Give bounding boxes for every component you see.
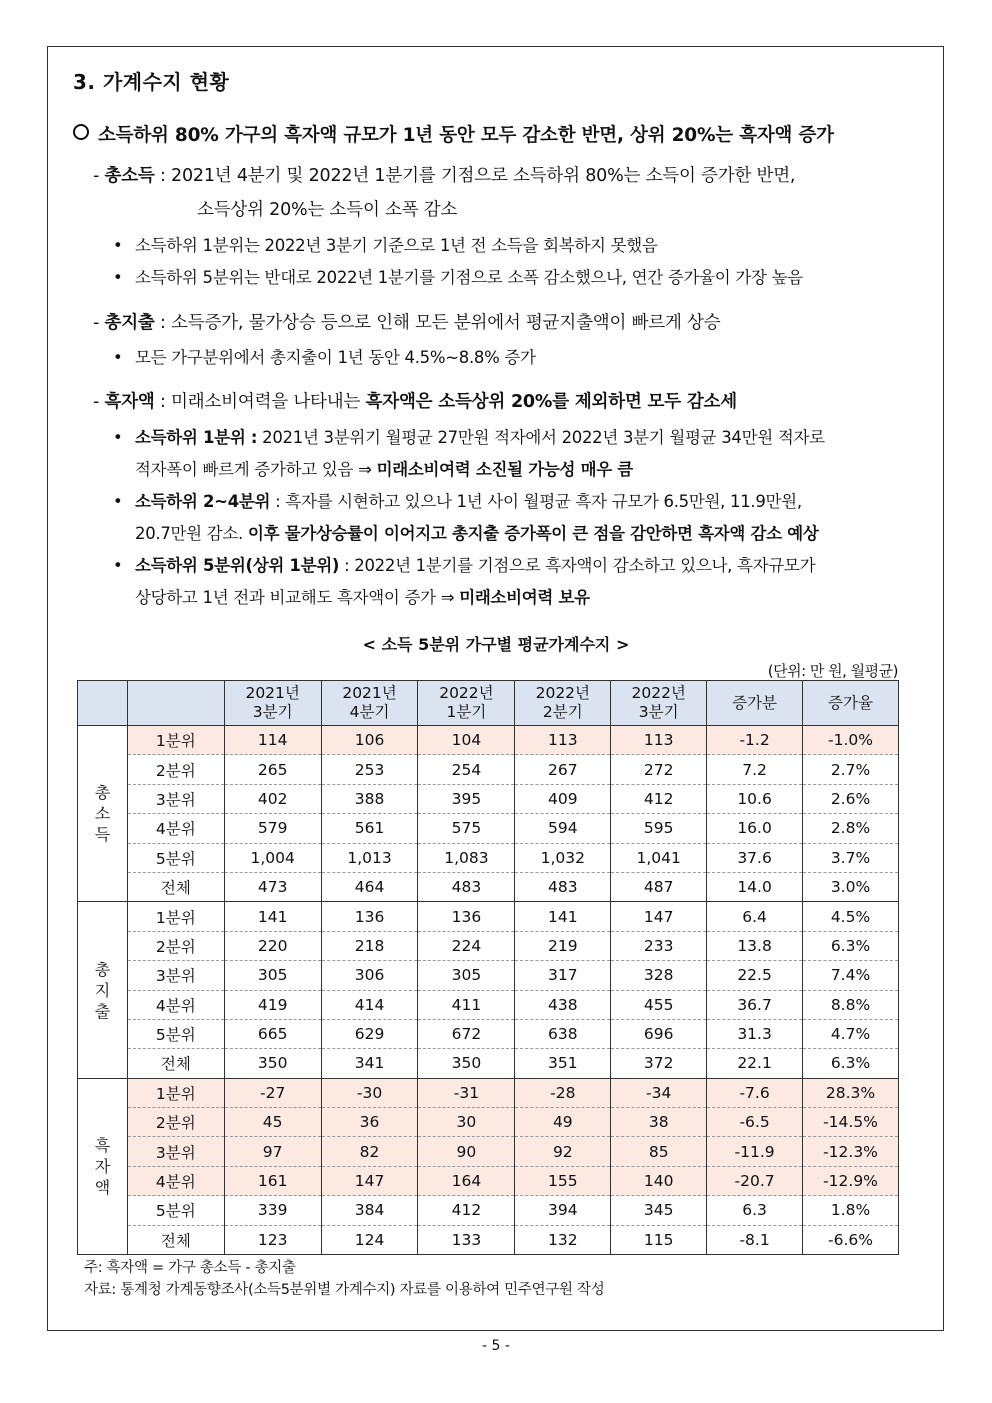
table-cell: 136: [418, 902, 515, 931]
table-cell: 595: [611, 814, 707, 843]
table-cell: 341: [321, 1049, 418, 1078]
table-cell: 487: [611, 872, 707, 901]
table-cell: 123: [224, 1225, 321, 1254]
table-cell: 22.1: [707, 1049, 803, 1078]
table-cell: 414: [321, 990, 418, 1019]
surplus-bullet-1-cont: [135, 456, 633, 480]
table-cell: 665: [224, 1019, 321, 1048]
table-cell: 305: [224, 961, 321, 990]
column-header-line1: 2022년: [439, 684, 494, 702]
column-header-line1: 증가분: [732, 693, 778, 712]
table-cell: 305: [418, 961, 515, 990]
income-text: 2021년 4분기 및 2022년 1분기를 기점으로 소득하위 80%는 소득이 증가한 반면,: [171, 166, 796, 186]
dash: -: [93, 313, 100, 333]
column-header-line1: 2021년: [245, 684, 300, 702]
bullet-text: 상당하고 1년 전과 비교해도 흑자액이 증가 ⇒: [135, 588, 460, 607]
quintile-label: 전체: [127, 1225, 224, 1254]
table-cell: 575: [418, 814, 515, 843]
table-cell: 106: [321, 726, 418, 755]
quintile-label: 3분위: [127, 1137, 224, 1166]
summary-line: [73, 121, 834, 147]
column-header-line2: 1분기: [446, 703, 487, 721]
table-cell: 220: [224, 931, 321, 960]
quintile-label: 3분위: [127, 784, 224, 813]
table-row: [78, 872, 899, 901]
column-header-line1: 2022년: [535, 684, 591, 702]
table-cell: -11.9: [707, 1137, 803, 1166]
column-header: [515, 681, 611, 726]
bullet-text: : 2022년 1분기를 기점으로 흑자액이 감소하고 있으나, 흑자규모가: [339, 556, 816, 575]
table-cell: 438: [515, 990, 611, 1019]
table-cell: 402: [224, 784, 321, 813]
table-row: [78, 1108, 899, 1137]
table-cell: 339: [224, 1196, 321, 1225]
table-cell: 14.0: [707, 872, 803, 901]
table-cell: 97: [224, 1137, 321, 1166]
surplus-label: 흑자액: [104, 392, 155, 412]
table-cell: 1,041: [611, 843, 707, 872]
table-cell: 219: [515, 931, 611, 960]
group-label: [78, 902, 128, 1078]
table-cell: 13.8: [707, 931, 803, 960]
quintile-label: 1분위: [127, 1078, 224, 1107]
group-label-char: 소: [94, 804, 111, 824]
table-cell: 7.4%: [803, 961, 899, 990]
table-cell: 254: [418, 755, 515, 784]
table-cell: 224: [418, 931, 515, 960]
table-cell: 28.3%: [803, 1078, 899, 1107]
bullet-text: 소득하위 1분위는 2022년 3분기 기준으로 1년 전 소득을 회복하지 못했음: [135, 236, 658, 255]
table-cell: 265: [224, 755, 321, 784]
table-cell: -12.9%: [803, 1166, 899, 1195]
table-cell: 473: [224, 872, 321, 901]
table-cell: 36: [321, 1108, 418, 1137]
table-cell: 124: [321, 1225, 418, 1254]
table-row: [78, 1166, 899, 1195]
quintile-label: 1분위: [127, 902, 224, 931]
table-row: [78, 931, 899, 960]
surplus-bullet-2: [113, 488, 802, 512]
expense-bullet-1: [113, 344, 536, 368]
column-header: [803, 681, 899, 726]
table-cell: 31.3: [707, 1019, 803, 1048]
bullet-label: 소득하위 5분위(상위 1분위): [135, 556, 340, 575]
bullet-label: 소득하위 1분위 :: [135, 428, 258, 447]
table-cell: 629: [321, 1019, 418, 1048]
table-cell: 6.3: [707, 1196, 803, 1225]
table-cell: 412: [611, 784, 707, 813]
bullet-icon: •: [113, 268, 123, 287]
table-row: [78, 726, 899, 755]
table-cell: 4.7%: [803, 1019, 899, 1048]
table-title: < 소득 5분위 가구별 평균가계수지 >: [362, 635, 630, 654]
table-cell: 132: [515, 1225, 611, 1254]
surplus-paragraph: [93, 388, 737, 413]
colon: :: [154, 166, 172, 186]
table-cell: 2.8%: [803, 814, 899, 843]
bullet-text: 소득하위 5분위는 반대로 2022년 1분기를 기점으로 소폭 감소했으나, 연간 증가율이 가장 높음: [135, 268, 803, 287]
table-cell: 136: [321, 902, 418, 931]
table-cell: 161: [224, 1166, 321, 1195]
table-cell: 4.5%: [803, 902, 899, 931]
dash: -: [93, 392, 100, 412]
bullet-icon: •: [113, 348, 123, 367]
dash: -: [93, 166, 100, 186]
expense-text: 소득증가, 물가상승 등으로 인해 모든 분위에서 평균지출액이 빠르게 상승: [171, 313, 721, 333]
table-cell: 345: [611, 1196, 707, 1225]
table-cell: 350: [418, 1049, 515, 1078]
quintile-label: 5분위: [127, 1196, 224, 1225]
group-label-char: 지: [94, 980, 111, 1000]
bullet-text: 모든 가구분위에서 총지출이 1년 동안 4.5%~8.8% 증가: [135, 348, 536, 367]
table-cell: 483: [515, 872, 611, 901]
table-cell: 455: [611, 990, 707, 1019]
table-row: [78, 1196, 899, 1225]
group-label-char: 총: [94, 783, 111, 803]
table-cell: 30: [418, 1108, 515, 1137]
column-header-line1: 2021년: [342, 684, 397, 702]
column-header: [611, 681, 707, 726]
table-cell: 36.7: [707, 990, 803, 1019]
table-cell: 49: [515, 1108, 611, 1137]
table-cell: 317: [515, 961, 611, 990]
table-row: [78, 902, 899, 931]
table-cell: 104: [418, 726, 515, 755]
group-label: [78, 1078, 128, 1254]
table-cell: 394: [515, 1196, 611, 1225]
quintile-label: 2분위: [127, 931, 224, 960]
surplus-bullet-3-cont: [135, 584, 590, 608]
table-cell: 1.8%: [803, 1196, 899, 1225]
hollow-circle-icon: [73, 124, 89, 140]
column-header-line2: 3분기: [252, 703, 293, 721]
quintile-label: 1분위: [127, 726, 224, 755]
expense-paragraph: [93, 309, 720, 334]
surplus-text-bold: 흑자액은 소득상위 20%를 제외하면 모두 감소세: [365, 392, 737, 412]
column-header: [707, 681, 803, 726]
table-row: [78, 1049, 899, 1078]
table-cell: 233: [611, 931, 707, 960]
table-cell: 1,083: [418, 843, 515, 872]
bullet-icon: •: [113, 236, 123, 255]
table-cell: -30: [321, 1078, 418, 1107]
column-header-line2: 4분기: [349, 703, 390, 721]
table-source: 자료: 통계청 가계동향조사(소득5분위별 가계수지) 자료를 이용하여 민주연구원 작성: [84, 1282, 605, 1298]
table-header-row: [78, 681, 899, 726]
table-cell: 388: [321, 784, 418, 813]
header-blank: [127, 681, 224, 726]
header-blank: [78, 681, 128, 726]
income-bullet-2: [113, 264, 803, 288]
surplus-bullet-2-cont: [135, 520, 818, 544]
table-cell: -6.5: [707, 1108, 803, 1137]
bullet-text-bold: 이후 물가상승률이 이어지고 총지출 증가폭이 큰 점을 감안하면 흑자액 감소 예상: [247, 524, 819, 543]
table-row: [78, 814, 899, 843]
table-cell: 1,013: [321, 843, 418, 872]
table-row: [78, 990, 899, 1019]
table-cell: -12.3%: [803, 1137, 899, 1166]
table-cell: 267: [515, 755, 611, 784]
table-row: [78, 755, 899, 784]
table-cell: 464: [321, 872, 418, 901]
table-cell: 85: [611, 1137, 707, 1166]
column-header: [321, 681, 418, 726]
table-cell: 82: [321, 1137, 418, 1166]
quintile-label: 5분위: [127, 1019, 224, 1048]
column-header-line2: 3분기: [638, 703, 679, 721]
column-header-line2: 2분기: [542, 703, 583, 721]
table-cell: 350: [224, 1049, 321, 1078]
quintile-label: 2분위: [127, 1108, 224, 1137]
table-cell: 147: [321, 1166, 418, 1195]
surplus-text: 미래소비여력을 나타내는: [171, 392, 366, 412]
quintile-label: 2분위: [127, 755, 224, 784]
table-cell: 412: [418, 1196, 515, 1225]
table-cell: 2.7%: [803, 755, 899, 784]
bullet-text-bold: 미래소비여력 보유: [459, 588, 590, 607]
colon: :: [154, 313, 172, 333]
table-cell: 696: [611, 1019, 707, 1048]
surplus-bullet-1: [113, 424, 825, 448]
table-cell: 328: [611, 961, 707, 990]
table-cell: 672: [418, 1019, 515, 1048]
quintile-label: 전체: [127, 1049, 224, 1078]
bullet-text: : 흑자를 시현하고 있으나 1년 사이 월평균 흑자 규모가 6.5만원, 11.9만원,: [270, 492, 802, 511]
table-cell: -34: [611, 1078, 707, 1107]
table-cell: 92: [515, 1137, 611, 1166]
table-cell: -7.6: [707, 1078, 803, 1107]
table-row: [78, 961, 899, 990]
group-label-char: 흑: [94, 1135, 111, 1155]
table-cell: 579: [224, 814, 321, 843]
expense-label: 총지출: [104, 313, 155, 333]
table-cell: 253: [321, 755, 418, 784]
table-cell: 7.2: [707, 755, 803, 784]
bullet-text-bold: 미래소비여력 소진될 가능성 매우 큼: [376, 460, 633, 479]
table-cell: -6.6%: [803, 1225, 899, 1254]
table-cell: 10.6: [707, 784, 803, 813]
table-unit: (단위: 만 원, 월평균): [767, 662, 898, 680]
table-body: [78, 726, 899, 1255]
quintile-label: 3분위: [127, 961, 224, 990]
table-note: 주: 흑자액 = 가구 총소득 - 총지출: [84, 1260, 296, 1276]
table-cell: 419: [224, 990, 321, 1019]
group-label-char: 액: [94, 1177, 111, 1197]
table-cell: 16.0: [707, 814, 803, 843]
income-bullet-1: [113, 232, 658, 256]
table-row: [78, 843, 899, 872]
bullet-text: 20.7만원 감소.: [135, 524, 248, 543]
page-number: - 5 -: [482, 1338, 510, 1354]
table-cell: 141: [515, 902, 611, 931]
bullet-text: 적자폭이 빠르게 증가하고 있음 ⇒: [135, 460, 377, 479]
table-row: [78, 784, 899, 813]
table-cell: 594: [515, 814, 611, 843]
table-cell: 384: [321, 1196, 418, 1225]
table-cell: 3.0%: [803, 872, 899, 901]
table-cell: 140: [611, 1166, 707, 1195]
group-label-char: 총: [94, 959, 111, 979]
table-cell: -31: [418, 1078, 515, 1107]
quintile-label: 4분위: [127, 990, 224, 1019]
group-label-char: 자: [94, 1156, 111, 1176]
table-cell: 2.6%: [803, 784, 899, 813]
table-cell: 638: [515, 1019, 611, 1048]
table-cell: 155: [515, 1166, 611, 1195]
table-cell: 114: [224, 726, 321, 755]
table-cell: 113: [515, 726, 611, 755]
table-cell: -28: [515, 1078, 611, 1107]
income-label: 총소득: [104, 166, 155, 186]
bullet-text: 2021년 3분위기 월평균 27만원 적자에서 2022년 3분기 월평균 34만원 적자로: [257, 428, 825, 447]
table-cell: 8.8%: [803, 990, 899, 1019]
table-cell: 90: [418, 1137, 515, 1166]
table-cell: 483: [418, 872, 515, 901]
table-cell: 45: [224, 1108, 321, 1137]
table-cell: 1,004: [224, 843, 321, 872]
table-cell: -27: [224, 1078, 321, 1107]
table-cell: 113: [611, 726, 707, 755]
household-budget-table: [77, 680, 899, 1255]
table-cell: 411: [418, 990, 515, 1019]
table-cell: 306: [321, 961, 418, 990]
income-text-continued: 소득상위 20%는 소득이 소폭 감소: [197, 200, 458, 220]
quintile-label: 4분위: [127, 814, 224, 843]
table-cell: 22.5: [707, 961, 803, 990]
income-paragraph: [93, 162, 795, 187]
bullet-label: 소득하위 2~4분위: [135, 492, 271, 511]
column-header: [224, 681, 321, 726]
column-header-line1: 2022년: [631, 684, 686, 702]
bullet-icon: •: [113, 428, 123, 447]
table-cell: 272: [611, 755, 707, 784]
table-cell: -20.7: [707, 1166, 803, 1195]
table-cell: 372: [611, 1049, 707, 1078]
column-header-line1: 증가율: [828, 693, 873, 712]
table-cell: 133: [418, 1225, 515, 1254]
table-row: [78, 1019, 899, 1048]
colon: :: [154, 392, 172, 412]
table-cell: 38: [611, 1108, 707, 1137]
table-cell: 6.3%: [803, 931, 899, 960]
table-cell: 395: [418, 784, 515, 813]
bullet-icon: •: [113, 556, 123, 575]
group-label-char: 득: [94, 825, 111, 845]
quintile-label: 전체: [127, 872, 224, 901]
table-cell: 115: [611, 1225, 707, 1254]
table-cell: -1.0%: [803, 726, 899, 755]
table-cell: 141: [224, 902, 321, 931]
table-cell: 561: [321, 814, 418, 843]
section-title: 3. 가계수지 현황: [73, 70, 230, 94]
table-cell: -8.1: [707, 1225, 803, 1254]
table-cell: 351: [515, 1049, 611, 1078]
group-label: [78, 726, 128, 902]
table-cell: 218: [321, 931, 418, 960]
table-cell: -1.2: [707, 726, 803, 755]
surplus-bullet-3: [113, 552, 815, 576]
table-cell: -14.5%: [803, 1108, 899, 1137]
table-cell: 409: [515, 784, 611, 813]
table-cell: 147: [611, 902, 707, 931]
quintile-label: 4분위: [127, 1166, 224, 1195]
table-cell: 164: [418, 1166, 515, 1195]
table-cell: 1,032: [515, 843, 611, 872]
table-row: [78, 1137, 899, 1166]
table-cell: 6.4: [707, 902, 803, 931]
table-row: [78, 1078, 899, 1107]
table-cell: 6.3%: [803, 1049, 899, 1078]
bullet-icon: •: [113, 492, 123, 511]
table-cell: 37.6: [707, 843, 803, 872]
table-row: [78, 1225, 899, 1254]
summary-text: 소득하위 80% 가구의 흑자액 규모가 1년 동안 모두 감소한 반면, 상위 20%는 흑자액 증가: [98, 125, 834, 146]
group-label-char: 출: [94, 1001, 111, 1021]
column-header: [418, 681, 515, 726]
table-cell: 3.7%: [803, 843, 899, 872]
quintile-label: 5분위: [127, 843, 224, 872]
